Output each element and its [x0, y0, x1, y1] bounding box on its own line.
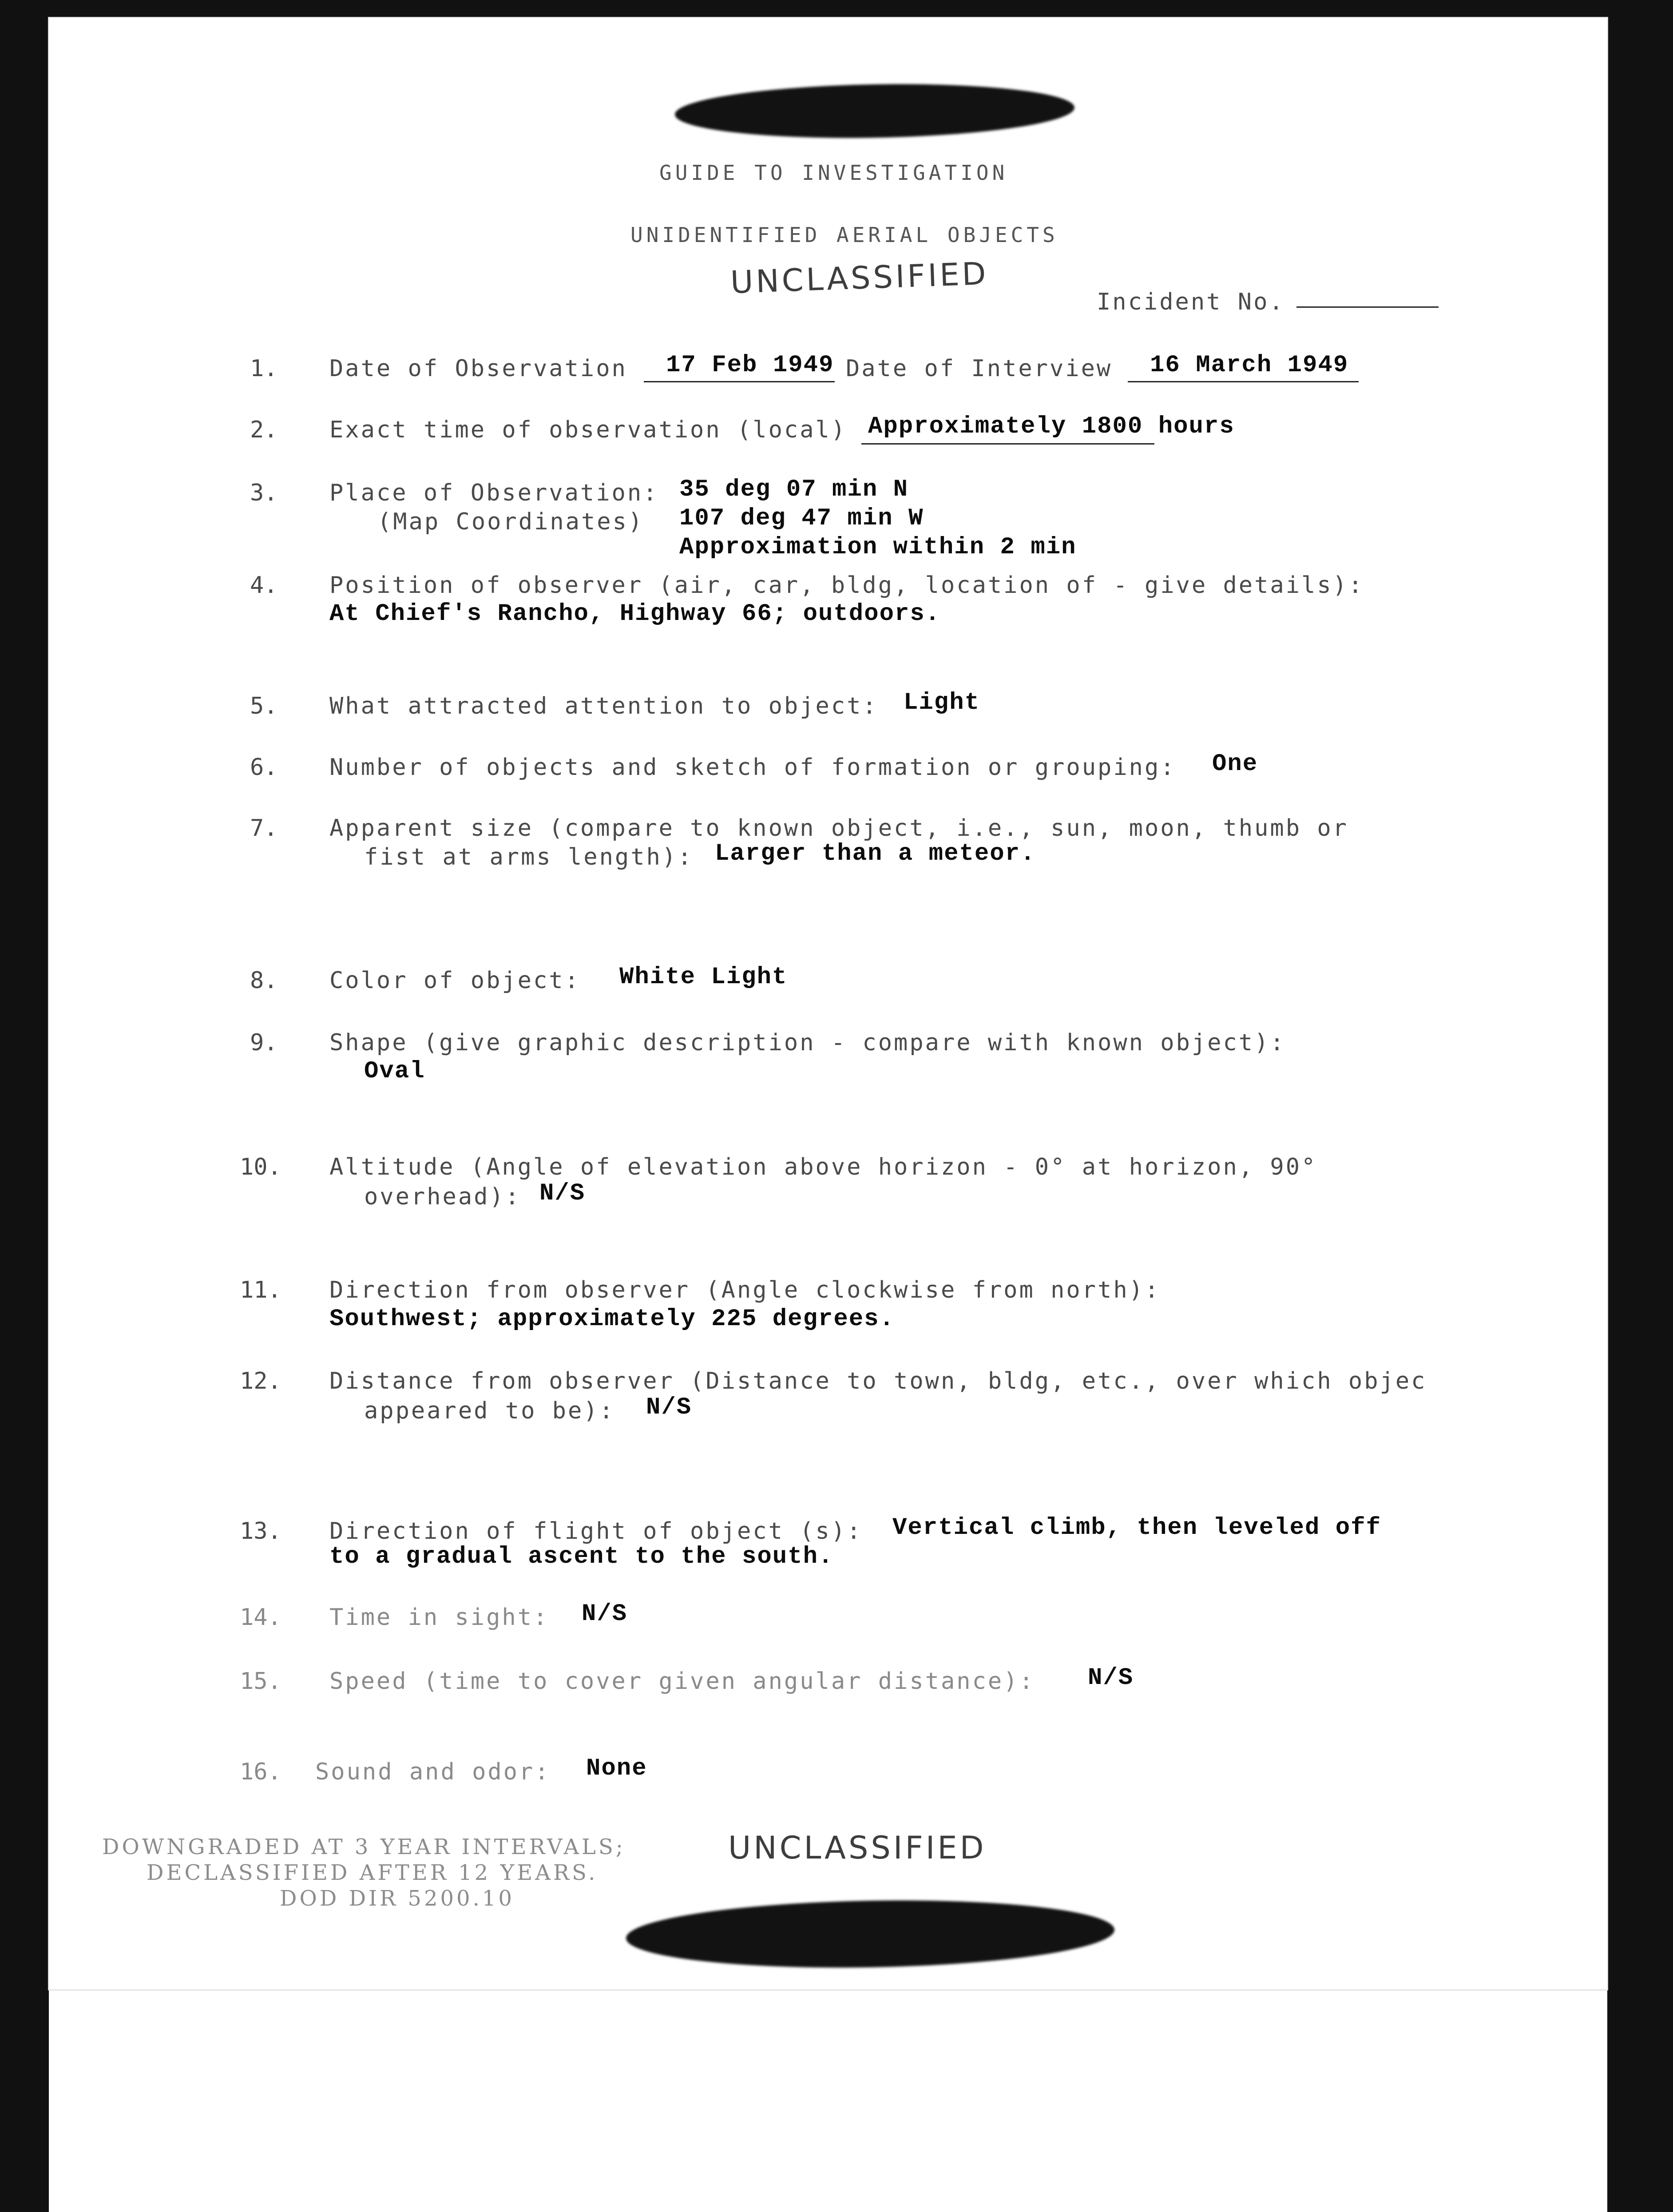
exact-time-underline — [861, 443, 1154, 445]
altitude-value: N/S — [539, 1180, 586, 1207]
downgrade-line-2: DECLASSIFIED AFTER 12 YEARS. — [147, 1860, 598, 1885]
classification-stamp-bottom: UNCLASSIFIED — [728, 1830, 987, 1866]
frame-edge-top — [0, 0, 1673, 18]
item-number-15: 15. — [240, 1668, 281, 1695]
shape-value: Oval — [364, 1058, 425, 1085]
date-of-interview-value: 16 March 1949 — [1150, 352, 1349, 379]
redaction-mark-bottom — [626, 1896, 1115, 1971]
altitude-label: Altitude (Angle of elevation above horizon - 0° at horizon, 90° — [329, 1154, 1317, 1180]
distance-from-observer-label-cont: appeared to be): — [364, 1398, 615, 1424]
place-of-observation-label: Place of Observation: — [329, 480, 659, 506]
color-of-object-label: Color of object: — [329, 967, 580, 994]
item-number-10: 10. — [240, 1154, 281, 1180]
attracted-attention-value: Light — [904, 689, 980, 716]
item-number-4: 4. — [250, 572, 278, 599]
direction-of-flight-value-cont: to a gradual ascent to the south. — [329, 1543, 834, 1570]
date-of-interview-label: Date of Interview — [846, 355, 1113, 382]
altitude-label-cont: overhead): — [364, 1183, 521, 1210]
frame-edge-left — [0, 0, 49, 2212]
distance-from-observer-label: Distance from observer (Distance to town, bldg, etc., over which objec — [329, 1368, 1427, 1394]
item-number-6: 6. — [250, 754, 278, 781]
downgrade-stamp — [102, 1834, 626, 1911]
sound-and-odor-value: None — [586, 1755, 647, 1782]
item-number-11: 11. — [240, 1277, 281, 1303]
shape-label: Shape (give graphic description - compare with known object): — [329, 1029, 1286, 1056]
exact-time-label: Exact time of observation (local) — [329, 417, 847, 443]
time-in-sight-value: N/S — [582, 1600, 628, 1628]
approximation-value: Approximation within 2 min — [679, 534, 1077, 561]
item-number-16: 16. — [240, 1759, 281, 1785]
item-number-5: 5. — [250, 693, 278, 719]
map-coordinates-label: (Map Coordinates) — [377, 508, 644, 535]
item-number-13: 13. — [240, 1518, 281, 1545]
speed-label: Speed (time to cover given angular distance): — [329, 1668, 1035, 1695]
date-of-interview-underline — [1128, 381, 1359, 382]
number-of-objects-value: One — [1212, 751, 1258, 778]
longitude-value: 107 deg 47 min W — [679, 505, 924, 532]
item-number-7: 7. — [250, 815, 278, 842]
time-in-sight-label: Time in sight: — [329, 1604, 549, 1631]
item-number-9: 9. — [250, 1029, 278, 1056]
frame-edge-right — [1607, 0, 1673, 2212]
sound-and-odor-label: Sound and odor: — [315, 1759, 551, 1785]
direction-of-flight-value: Vertical climb, then leveled off — [892, 1514, 1381, 1541]
attracted-attention-label: What attracted attention to object: — [329, 693, 878, 719]
apparent-size-label: Apparent size (compare to known object, i.e., sun, moon, thumb or — [329, 815, 1348, 842]
direction-from-observer-label: Direction from observer (Angle clockwise from north): — [329, 1277, 1161, 1303]
item-number-1: 1. — [250, 355, 278, 382]
redaction-mark-top — [674, 81, 1075, 141]
number-of-objects-label: Number of objects and sketch of formation or grouping: — [329, 754, 1176, 781]
direction-from-observer-value: Southwest; approximately 225 degrees. — [329, 1306, 895, 1333]
document-page — [49, 18, 1607, 1990]
color-of-object-value: White Light — [619, 964, 788, 991]
classification-stamp-top: UNCLASSIFIED — [729, 255, 989, 301]
direction-of-flight-label: Direction of flight of object (s): — [329, 1518, 863, 1545]
document-subtitle: UNIDENTIFIED AERIAL OBJECTS — [630, 223, 1059, 247]
position-of-observer-value: At Chief's Rancho, Highway 66; outdoors. — [329, 600, 941, 627]
date-of-observation-value: 17 Feb 1949 — [666, 352, 834, 379]
item-number-14: 14. — [240, 1604, 281, 1631]
apparent-size-value: Larger than a meteor. — [715, 840, 1036, 867]
exact-time-value: Approximately 1800 hours — [868, 413, 1235, 440]
latitude-value: 35 deg 07 min N — [679, 476, 909, 503]
downgrade-line-3: DOD DIR 5200.10 — [280, 1886, 515, 1911]
incident-number-blank — [1296, 306, 1439, 308]
item-number-12: 12. — [240, 1368, 281, 1394]
downgrade-line-1: DOWNGRADED AT 3 YEAR INTERVALS; — [102, 1835, 626, 1859]
item-number-8: 8. — [250, 967, 278, 994]
date-of-observation-label: Date of Observation — [329, 355, 627, 382]
incident-number-label: Incident No. — [1097, 289, 1285, 315]
document-title: GUIDE TO INVESTIGATION — [659, 161, 1008, 185]
distance-from-observer-value: N/S — [646, 1394, 692, 1421]
apparent-size-label-cont: fist at arms length): — [364, 844, 694, 870]
item-number-2: 2. — [250, 417, 278, 443]
speed-value: N/S — [1088, 1664, 1134, 1692]
position-of-observer-label: Position of observer (air, car, bldg, location of - give details): — [329, 572, 1364, 599]
item-number-3: 3. — [250, 480, 278, 506]
date-of-observation-underline — [644, 381, 835, 382]
